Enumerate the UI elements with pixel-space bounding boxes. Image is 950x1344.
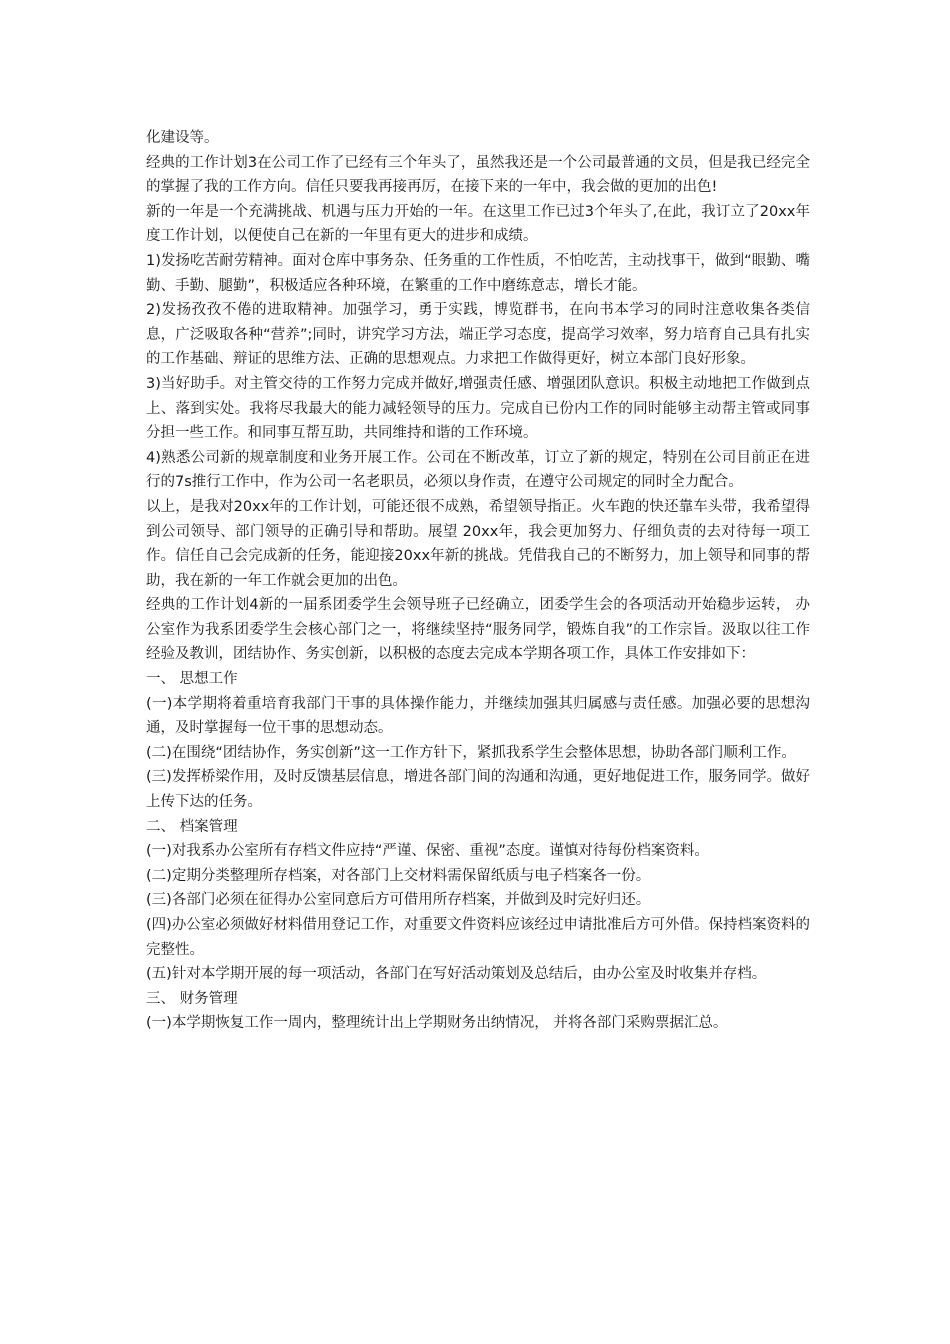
paragraph: 经典的工作计划4新的一届系团委学生会领导班子已经确立，团委学生会的各项活动开始稳步运转， 办公室作为我系团委学生会核心部门之一，将继续坚持“服务同学，锻炼自我”的工作宗旨。汲取以往工作经验及教训，团结协作、务实创新，以积极的态度去完成本学期各项工作，具体工作安排如下： <box>146 597 810 663</box>
section-heading: 一、 思想工作 <box>146 671 238 688</box>
paragraph: (三)各部门必须在征得办公室同意后方可借用所存档案，并做到及时完好归还。 <box>146 892 651 909</box>
paragraph: 经典的工作计划3在公司工作了已经有三个年头了，虽然我还是一个公司最普通的文员，但是我已经完全的掌握了我的工作方向。信任只要我再接再厉，在接下来的一年中，我会做的更加的出色! <box>146 154 810 196</box>
paragraph: (二)定期分类整理所存档案，对各部门上交材料需保留纸质与电子档案各一份。 <box>146 867 651 884</box>
paragraph: (二)在围绕“团结协作，务实创新”这一工作方针下，紧抓我系学生会整体思想，协助各部门顺利工作。 <box>146 744 796 761</box>
paragraph: 化建设等。 <box>146 130 219 146</box>
paragraph: 4)熟悉公司新的规章制度和业务开展工作。公司在不断改革，订立了新的规定，特别在公司目前正在进行的7s推行工作中，作为公司一名老职员，必须以身作责，在遵守公司规定的同时全力配合。 <box>146 449 810 491</box>
paragraph: (四)办公室必须做好材料借用登记工作，对重要文件资料应该经过申请批准后方可外借。保持档案资料的完整性。 <box>146 917 810 958</box>
paragraph: 新的一年是一个充满挑战、机遇与压力开始的一年。在这里工作已过3个年头了,在此，我订立了20xx年度工作计划，以便使自己在新的一年里有更大的进步和成绩。 <box>146 203 810 245</box>
paragraph: (一)对我系办公室所有存档文件应持“严谨、保密、重视”态度。谨慎对待每份档案资料。 <box>146 843 709 860</box>
section-heading: 二、 档案管理 <box>146 818 238 835</box>
paragraph: (五)针对本学期开展的每一项活动，各部门在写好活动策划及总结后，由办公室及时收集并存档。 <box>146 966 767 983</box>
paragraph: 3)当好助手。对主管交待的工作努力完成并做好,增强责任感、增强团队意识。积极主动地把工作做到点上、落到实处。我将尽我最大的能力减轻领导的压力。完成自已份内工作的同时能够主动帮主管或同事分担一些工作。和同事互帮互助，共同维持和谐的工作环境。 <box>146 375 810 442</box>
paragraph: (一)本学期恢复工作一周内，整理统计出上学期财务出纳情况， 并将各部门采购票据汇总。 <box>146 1015 728 1032</box>
paragraph: 2)发扬孜孜不倦的进取精神。加强学习，勇于实践，博览群书，在向书本学习的同时注意收集各类信息，广泛吸取各种“营养”;同时，讲究学习方法，端正学习态度，提高学习效率，努力培育自己具有扎实的工作基础、辩证的思维方法、正确的思想观点。力求把工作做得更好，树立本部门良好形象。 <box>146 302 810 368</box>
paragraph: 1)发扬吃苦耐劳精神。面对仓库中事务杂、任务重的工作性质，不怕吃苦，主动找事干，做到“眼勤、嘴勤、手勤、腿勤”，积极适应各种环境，在繁重的工作中磨练意志，增长才能。 <box>146 252 810 294</box>
paragraph: (一)本学期将着重培育我部门干事的具体操作能力，并继续加强其归属感与责任感。加强必要的思想沟通，及时掌握每一位干事的思想动态。 <box>146 695 810 737</box>
paragraph: 以上，是我对20xx年的工作计划，可能还很不成熟，希望领导指正。火车跑的快还靠车头带，我希望得到公司领导、部门领导的正确引导和帮助。展望 20xx年，我会更加努力、仔细负责的去对待每一项工作。信任自己会完成新的任务，能迎接20xx年新的挑战。凭借我自己的不断努力，加上领导和同事的帮助，我在新的一年工作就会更加的出色。 <box>146 498 810 589</box>
paragraph: (三)发挥桥梁作用，及时反馈基层信息，增进各部门间的沟通和沟通，更好地促进工作，服务同学。做好上传下达的任务。 <box>146 769 810 811</box>
section-heading: 三、 财务管理 <box>146 990 238 1007</box>
document-body <box>146 126 810 1036</box>
